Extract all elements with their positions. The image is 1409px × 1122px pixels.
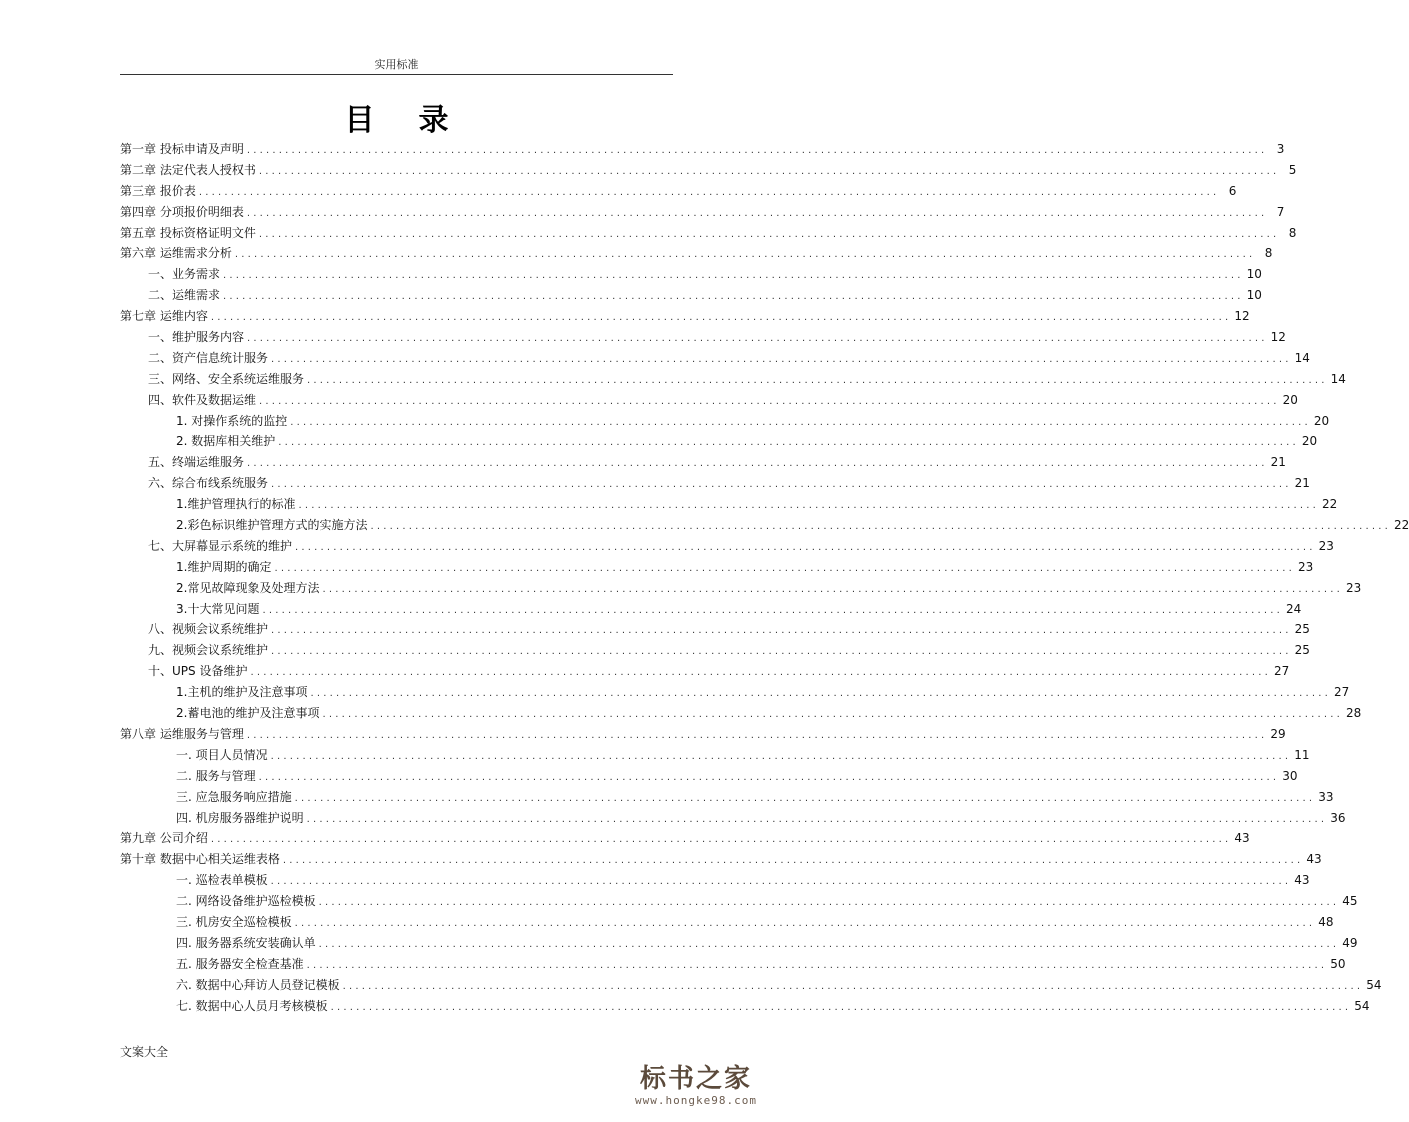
toc-entry-page: 22: [1322, 497, 1338, 512]
toc-leader-dots: ................................................................................................................................................................: [246, 729, 1268, 741]
toc-entry-label: 六、综合布线系统服务: [148, 476, 269, 491]
toc-entry-label: 二. 网络设备维护巡检模板: [176, 894, 316, 909]
toc-leader-dots: ................................................................................................................................................................: [246, 207, 1268, 219]
toc-entry-page: 27: [1274, 664, 1290, 679]
toc-leader-dots: ................................................................................................................................................................: [318, 897, 1340, 909]
toc-entry-label: 第六章 运维需求分析: [120, 246, 232, 261]
toc-leader-dots: ................................................................................................................................................................: [270, 750, 1292, 762]
watermark-text: 标书之家: [639, 1064, 752, 1094]
toc-entry-page: 12: [1234, 309, 1250, 324]
toc-leader-dots: ................................................................................................................................................................: [210, 312, 1232, 324]
page-header: 实用标准: [374, 58, 419, 71]
toc-entry-page: 7: [1276, 204, 1285, 219]
toc-leader-dots: ................................................................................................................................................................: [306, 959, 1328, 971]
toc-entry-label: 1.主机的维护及注意事项: [176, 685, 308, 700]
toc-entry[interactable]: [120, 243, 1273, 264]
toc-entry[interactable]: [120, 494, 1338, 515]
toc-entry[interactable]: [120, 473, 1310, 494]
toc-leader-dots: ................................................................................................................................................................: [258, 771, 1280, 783]
toc-entry[interactable]: [120, 223, 1297, 244]
toc-entry[interactable]: [120, 327, 1286, 348]
toc-entry[interactable]: [120, 703, 1362, 724]
toc-entry[interactable]: [120, 306, 1250, 327]
table-of-contents: [120, 139, 1409, 1016]
toc-entry-page: 43: [1294, 873, 1310, 888]
toc-leader-dots: ................................................................................................................................................................: [259, 395, 1280, 407]
toc-entry-page: 12: [1270, 330, 1286, 345]
toc-entry-page: 21: [1294, 476, 1310, 491]
toc-entry-page: 6: [1228, 183, 1237, 198]
toc-leader-dots: ................................................................................................................................................................: [258, 165, 1280, 177]
toc-entry-label: 四、软件及数据运维: [148, 392, 257, 407]
toc-entry-label: 第三章 报价表: [120, 183, 196, 198]
toc-entry-page: 10: [1246, 267, 1262, 282]
page-title: 目录: [344, 103, 493, 138]
toc-entry-page: 30: [1282, 768, 1298, 783]
toc-entry-label: 一、维护服务内容: [148, 330, 245, 345]
toc-entry-page: 8: [1264, 246, 1273, 261]
toc-entry-label: 1.维护管理执行的标准: [176, 497, 296, 512]
toc-entry[interactable]: [120, 996, 1370, 1017]
toc-entry-label: 九、视频会议系统维护: [148, 643, 269, 658]
toc-entry-page: 23: [1298, 559, 1314, 574]
toc-entry-page: 29: [1270, 726, 1286, 741]
toc-entry-label: 一、业务需求: [148, 267, 221, 282]
toc-leader-dots: ................................................................................................................................................................: [223, 291, 1244, 303]
toc-entry[interactable]: [120, 369, 1346, 390]
toc-entry-page: 21: [1270, 455, 1286, 470]
toc-entry-page: 20: [1301, 434, 1318, 449]
toc-entry[interactable]: [120, 954, 1346, 975]
toc-entry[interactable]: [120, 933, 1358, 954]
toc-leader-dots: ................................................................................................................................................................: [210, 834, 1232, 846]
toc-leader-dots: ................................................................................................................................................................: [198, 186, 1220, 198]
toc-entry-label: 七. 数据中心人员月考核模板: [176, 998, 328, 1013]
toc-entry[interactable]: [120, 160, 1297, 181]
toc-entry[interactable]: [120, 724, 1286, 745]
toc-leader-dots: ................................................................................................................................................................: [282, 855, 1304, 867]
toc-entry-label: 2.蓄电池的维护及注意事项: [176, 706, 320, 721]
toc-entry[interactable]: [120, 766, 1298, 787]
toc-entry-page: 5: [1288, 162, 1297, 177]
toc-entry[interactable]: [120, 619, 1310, 640]
toc-leader-dots: ................................................................................................................................................................: [271, 646, 1292, 658]
toc-entry-page: 54: [1354, 998, 1370, 1013]
toc-leader-dots: ................................................................................................................................................................: [262, 604, 1284, 616]
toc-leader-dots: ................................................................................................................................................................: [370, 521, 1392, 533]
toc-entry-label: 三. 应急服务响应措施: [176, 789, 292, 804]
toc-entry-page: 48: [1318, 914, 1334, 929]
toc-entry[interactable]: [120, 536, 1334, 557]
toc-entry-label: 一. 项目人员情况: [176, 747, 268, 762]
toc-entry-page: 20: [1282, 392, 1298, 407]
toc-entry-label: 二. 服务与管理: [176, 768, 256, 783]
toc-entry-page: 27: [1334, 685, 1350, 700]
toc-leader-dots: ................................................................................................................................................................: [318, 938, 1340, 950]
toc-entry-page: 23: [1346, 580, 1362, 595]
toc-entry[interactable]: [120, 452, 1286, 473]
toc-entry[interactable]: [120, 975, 1382, 996]
toc-entry-label: 1.维护周期的确定: [176, 559, 272, 574]
toc-entry[interactable]: [120, 557, 1314, 578]
toc-leader-dots: ................................................................................................................................................................: [295, 541, 1316, 553]
toc-leader-dots: ................................................................................................................................................................: [246, 145, 1268, 156]
toc-entry-label: 四. 机房服务器维护说明: [176, 810, 304, 825]
toc-entry-page: 11: [1294, 747, 1310, 762]
toc-entry[interactable]: [120, 578, 1362, 599]
toc-entry[interactable]: [120, 139, 1285, 160]
toc-entry-label: 第二章 法定代表人授权书: [120, 162, 256, 177]
toc-entry[interactable]: [120, 411, 1330, 432]
toc-leader-dots: ................................................................................................................................................................: [290, 416, 1311, 428]
toc-entry-page: 20: [1313, 413, 1330, 428]
toc-entry-page: 24: [1286, 601, 1302, 616]
toc-entry-page: 49: [1342, 935, 1358, 950]
toc-leader-dots: ................................................................................................................................................................: [322, 709, 1344, 721]
toc-entry[interactable]: [120, 870, 1310, 891]
toc-entry-label: 第五章 投标资格证明文件: [120, 225, 256, 240]
toc-entry-label: 三、网络、安全系统运维服务: [148, 371, 305, 386]
toc-entry[interactable]: [120, 264, 1262, 285]
toc-entry[interactable]: [120, 912, 1334, 933]
toc-entry-label: 七、大屏幕显示系统的维护: [148, 538, 293, 553]
toc-entry-label: 1. 对操作系统的监控: [176, 413, 288, 428]
toc-entry-label: 四. 服务器系统安装确认单: [176, 935, 316, 950]
toc-entry-page: 23: [1318, 538, 1334, 553]
toc-entry[interactable]: [120, 431, 1318, 452]
toc-leader-dots: ................................................................................................................................................................: [294, 917, 1316, 929]
toc-entry[interactable]: [120, 849, 1322, 870]
toc-entry-page: 45: [1342, 894, 1358, 909]
toc-entry[interactable]: [120, 828, 1250, 849]
toc-entry-page: 25: [1294, 643, 1310, 658]
toc-entry-label: 二、资产信息统计服务: [148, 350, 269, 365]
toc-leader-dots: ................................................................................................................................................................: [270, 876, 1292, 888]
toc-entry-label: 第四章 分项报价明细表: [120, 204, 244, 219]
toc-entry-label: 第七章 运维内容: [120, 309, 208, 324]
toc-entry-page: 14: [1330, 371, 1346, 386]
toc-entry-page: 14: [1294, 350, 1310, 365]
toc-entry-page: 3: [1276, 142, 1285, 156]
toc-leader-dots: ................................................................................................................................................................: [223, 270, 1244, 282]
toc-entry[interactable]: [120, 661, 1290, 682]
toc-entry[interactable]: [120, 285, 1262, 306]
toc-leader-dots: ................................................................................................................................................................: [271, 479, 1292, 491]
toc-entry[interactable]: [120, 787, 1334, 808]
watermark-url: www.hongke98.com: [635, 1094, 757, 1107]
toc-leader-dots: ................................................................................................................................................................: [250, 667, 1272, 679]
toc-entry[interactable]: [120, 181, 1237, 202]
toc-leader-dots: ................................................................................................................................................................: [278, 437, 1299, 449]
toc-entry-page: 22: [1394, 518, 1409, 533]
toc-entry-label: 2.常见故障现象及处理方法: [176, 580, 320, 595]
toc-entry-label: 第九章 公司介绍: [120, 831, 208, 846]
toc-leader-dots: ................................................................................................................................................................: [271, 625, 1292, 637]
toc-entry-page: 25: [1294, 622, 1310, 637]
watermark-logo: [621, 1064, 771, 1107]
toc-entry-label: 3.十大常见问题: [176, 601, 260, 616]
toc-entry-label: 第十章 数据中心相关运维表格: [120, 852, 280, 867]
toc-entry-label: 三. 机房安全巡检模板: [176, 914, 292, 929]
toc-leader-dots: ................................................................................................................................................................: [342, 980, 1364, 992]
toc-entry-label: 第八章 运维服务与管理: [120, 726, 244, 741]
toc-entry-label: 一. 巡检表单模板: [176, 873, 268, 888]
toc-entry-page: 54: [1366, 977, 1382, 992]
toc-leader-dots: ................................................................................................................................................................: [310, 688, 1332, 700]
toc-entry[interactable]: [120, 682, 1350, 703]
toc-entry-page: 43: [1234, 831, 1250, 846]
header-divider: [120, 74, 673, 75]
toc-entry-label: 第一章 投标申请及声明: [120, 142, 244, 156]
toc-entry[interactable]: [120, 599, 1302, 620]
toc-entry-label: 五、终端运维服务: [148, 455, 245, 470]
toc-entry-label: 二、运维需求: [148, 288, 221, 303]
toc-entry-page: 36: [1330, 810, 1346, 825]
toc-leader-dots: ................................................................................................................................................................: [234, 249, 1256, 261]
toc-entry[interactable]: [120, 348, 1310, 369]
toc-leader-dots: ................................................................................................................................................................: [274, 562, 1296, 574]
toc-entry-label: 2. 数据库相关维护: [176, 434, 276, 449]
toc-leader-dots: ................................................................................................................................................................: [306, 813, 1328, 825]
toc-entry[interactable]: [120, 515, 1409, 536]
toc-entry[interactable]: [120, 745, 1310, 766]
toc-entry-label: 八、视频会议系统维护: [148, 622, 269, 637]
toc-entry-label: 十、UPS 设备维护: [148, 664, 248, 679]
toc-leader-dots: ................................................................................................................................................................: [247, 458, 1268, 470]
toc-leader-dots: ................................................................................................................................................................: [307, 374, 1328, 386]
toc-entry-label: 2.彩色标识维护管理方式的实施方法: [176, 518, 368, 533]
toc-leader-dots: ................................................................................................................................................................: [322, 583, 1344, 595]
toc-entry[interactable]: [120, 390, 1298, 411]
toc-leader-dots: ................................................................................................................................................................: [294, 792, 1316, 804]
toc-entry-page: 28: [1346, 706, 1362, 721]
toc-entry-page: 50: [1330, 956, 1346, 971]
toc-entry-label: 五. 服务器安全检查基准: [176, 956, 304, 971]
toc-leader-dots: ................................................................................................................................................................: [258, 228, 1280, 240]
toc-entry[interactable]: [120, 808, 1346, 829]
toc-entry-page: 10: [1246, 288, 1262, 303]
toc-entry-page: 43: [1306, 852, 1322, 867]
toc-entry-page: 33: [1318, 789, 1334, 804]
toc-leader-dots: ................................................................................................................................................................: [271, 353, 1292, 365]
toc-leader-dots: ................................................................................................................................................................: [298, 500, 1320, 512]
toc-entry-page: 8: [1288, 225, 1297, 240]
page-footer: 文案大全: [120, 1045, 169, 1059]
toc-entry-label: 六. 数据中心拜访人员登记模板: [176, 977, 340, 992]
toc-entry[interactable]: [120, 891, 1358, 912]
toc-entry[interactable]: [120, 202, 1285, 223]
toc-leader-dots: ................................................................................................................................................................: [330, 1001, 1352, 1013]
toc-entry[interactable]: [120, 640, 1310, 661]
toc-leader-dots: ................................................................................................................................................................: [247, 333, 1268, 345]
